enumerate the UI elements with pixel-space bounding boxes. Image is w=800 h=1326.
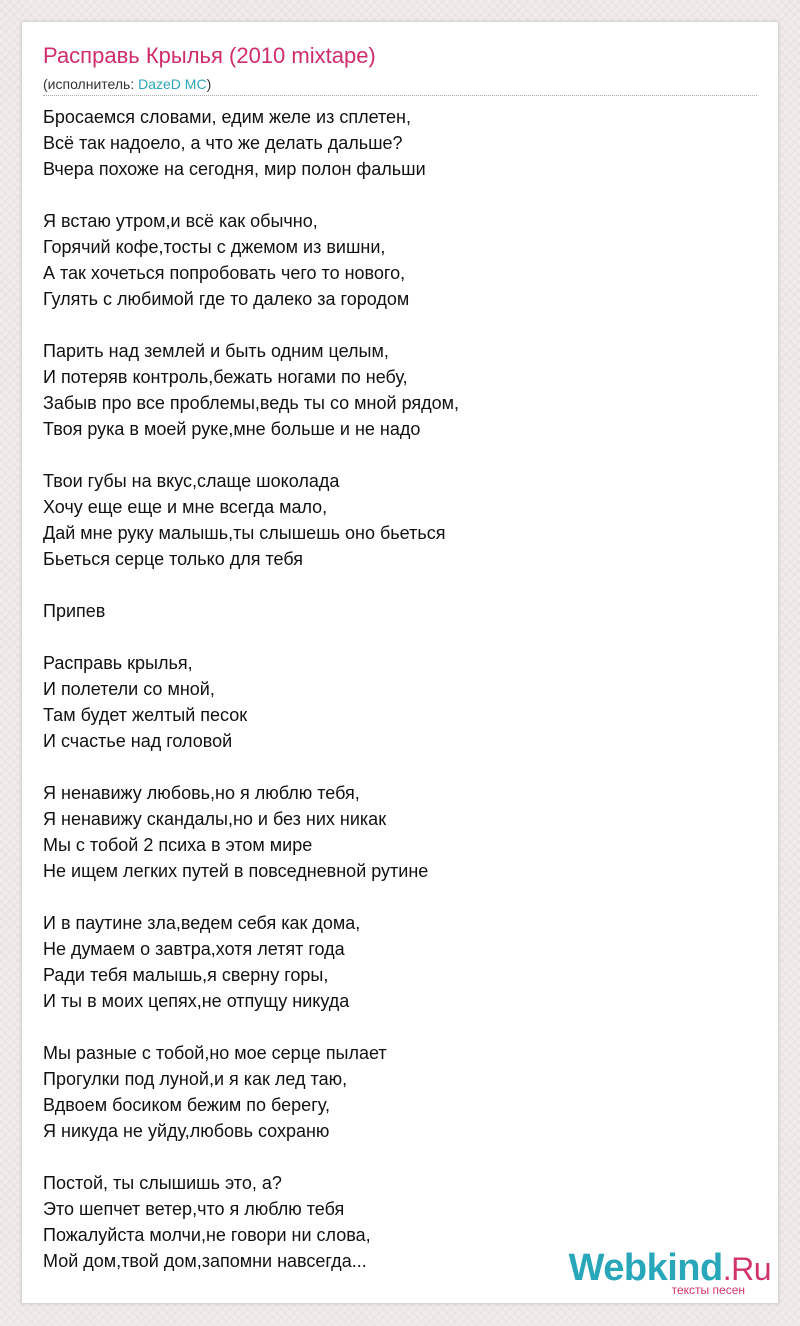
lyrics-stanza	[43, 598, 743, 624]
lyric-line: Твои губы на вкус,слаще шоколада	[43, 471, 340, 491]
lyric-line: И счастье над головой	[43, 731, 233, 751]
lyric-line: Горячий кофе,тосты с джемом из вишни,	[43, 237, 386, 257]
lyric-line: Твоя рука в моей руке,мне больше и не надо	[43, 419, 421, 439]
lyric-line: Хочу еще еще и мне всегда мало,	[43, 497, 328, 517]
artist-suffix: )	[206, 76, 212, 92]
lyric-line: А так хочеться попробовать чего то нового,	[43, 263, 406, 283]
lyrics-card	[21, 21, 779, 1304]
lyric-line: Это шепчет ветер,что я люблю тебя	[43, 1199, 345, 1219]
lyric-line: Ради тебя малышь,я сверну горы,	[43, 965, 329, 985]
lyrics-stanza	[43, 468, 743, 572]
lyric-line: Там будет желтый песок	[43, 705, 248, 725]
artist-link[interactable]: DazeD MC	[138, 76, 207, 92]
lyric-line: И полетели со мной,	[43, 679, 215, 699]
logo-main-text: Webkind	[568, 1247, 723, 1289]
lyric-line: Я никуда не уйду,любовь сохраню	[43, 1121, 330, 1141]
lyric-line: Пожалуйста молчи,не говори ни слова,	[43, 1225, 371, 1245]
lyric-line: Не думаем о завтра,хотя летят года	[43, 939, 345, 959]
lyric-line: Всё так надоело, а что же делать дальше?	[43, 133, 403, 153]
webkind-logo[interactable]	[569, 1248, 771, 1297]
lyric-line: Гулять с любимой где то далеко за городом	[43, 289, 410, 309]
lyric-line: И потеряв контроль,бежать ногами по небу,	[43, 367, 408, 387]
lyric-line: Мы с тобой 2 психа в этом мире	[43, 835, 313, 855]
lyric-line: Парить над землей и быть одним целым,	[43, 341, 389, 361]
lyric-line: Бросаемся словами, едим желе из сплетен,	[43, 107, 411, 127]
lyric-line: Припев	[43, 601, 106, 621]
lyrics-stanza	[43, 910, 743, 1014]
title-divider	[43, 95, 757, 96]
artist-line	[43, 76, 211, 92]
lyric-line: Я ненавижу скандалы,но и без них никак	[43, 809, 387, 829]
lyrics-stanza	[43, 338, 743, 442]
lyrics-body	[43, 104, 743, 1300]
lyric-line: Вчера похоже на сегодня, мир полон фальши	[43, 159, 426, 179]
lyric-line: И в паутине зла,ведем себя как дома,	[43, 913, 361, 933]
lyric-line: Не ищем легких путей в повседневной рутине	[43, 861, 429, 881]
logo-tld: .Ru	[722, 1251, 771, 1287]
lyric-line: Мы разные с тобой,но мое серце пылает	[43, 1043, 387, 1063]
song-title: Расправь Крылья (2010 mixtape)	[43, 43, 376, 68]
lyric-line: Прогулки под луной,и я как лед таю,	[43, 1069, 348, 1089]
lyrics-stanza	[43, 1040, 743, 1144]
lyrics-stanza	[43, 104, 743, 182]
lyrics-stanza	[43, 780, 743, 884]
lyric-line: Постой, ты слышишь это, а?	[43, 1173, 282, 1193]
lyrics-stanza	[43, 650, 743, 754]
lyric-line: Вдвоем босиком бежим по берегу,	[43, 1095, 330, 1115]
lyric-line: Я ненавижу любовь,но я люблю тебя,	[43, 783, 360, 803]
lyric-line: Мой дом,твой дом,запомни навсегда...	[43, 1251, 367, 1271]
lyrics-stanza	[43, 208, 743, 312]
lyric-line: Бьеться серце только для тебя	[43, 549, 304, 569]
lyric-line: И ты в моих цепях,не отпущу никуда	[43, 991, 350, 1011]
logo-tagline: тексты песен	[671, 1283, 745, 1297]
lyric-line: Я встаю утром,и всё как обычно,	[43, 211, 318, 231]
lyric-line: Забыв про все проблемы,ведь ты со мной рядом,	[43, 393, 460, 413]
lyric-line: Дай мне руку малышь,ты слышешь оно бьеться	[43, 523, 446, 543]
artist-prefix: (исполнитель:	[43, 76, 139, 92]
lyric-line: Расправь крылья,	[43, 653, 193, 673]
